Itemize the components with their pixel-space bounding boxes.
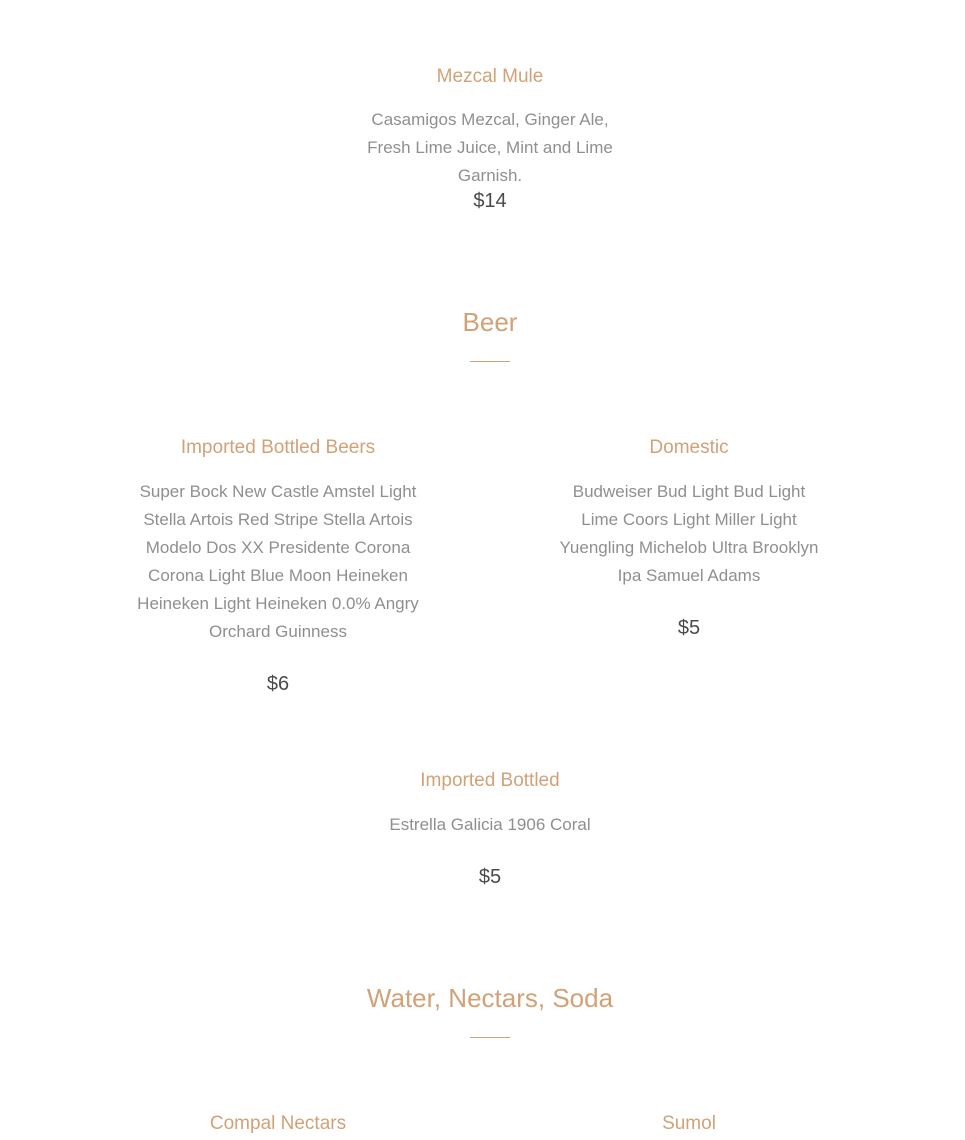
section-divider bbox=[470, 1037, 510, 1038]
menu-item-title-domestic: Domestic bbox=[649, 437, 729, 458]
menu-item-price-mezcal-mule: $14 bbox=[473, 190, 507, 212]
section-divider bbox=[470, 361, 510, 362]
menu-item-price-imported-bottled-beers: $6 bbox=[266, 673, 290, 695]
menu-item-price-domestic: $5 bbox=[677, 617, 701, 639]
menu-item-title-sumol: Sumol bbox=[662, 1113, 716, 1134]
section-title-beer: Beer bbox=[462, 307, 518, 337]
menu-item-title-mezcal-mule: Mezcal Mule bbox=[436, 66, 544, 87]
menu-item-title-compal-nectars: Compal Nectars bbox=[209, 1113, 347, 1134]
menu-item-description-imported-bottled: Estrella Galicia 1906 Coral bbox=[389, 815, 591, 834]
menu-item-description-imported-bottled-beers: Super Bock New Castle Amstel Light Stella Artois Red Stripe Stella Artois Modelo Dos XX Presidente Corona Corona Light Blue Moon Heineken Heineken Light Heineken 0.0% Angry Orchard Guinness bbox=[137, 482, 419, 641]
menu-item-title-imported-bottled: Imported Bottled bbox=[420, 770, 560, 791]
section-title-water-nectars-soda: Water, Nectars, Soda bbox=[366, 983, 614, 1013]
menu-item-title-imported-bottled-beers: Imported Bottled Beers bbox=[180, 437, 376, 458]
menu-item-price-imported-bottled: $5 bbox=[478, 866, 502, 888]
menu-item-description-domestic: Budweiser Bud Light Bud Light Lime Coors Light Miller Light Yuengling Michelob Ultra Brooklyn Ipa Samuel Adams bbox=[559, 482, 819, 585]
menu-item-description-mezcal-mule: Casamigos Mezcal, Ginger Ale, Fresh Lime Juice, Mint and Lime Garnish. bbox=[367, 110, 613, 185]
